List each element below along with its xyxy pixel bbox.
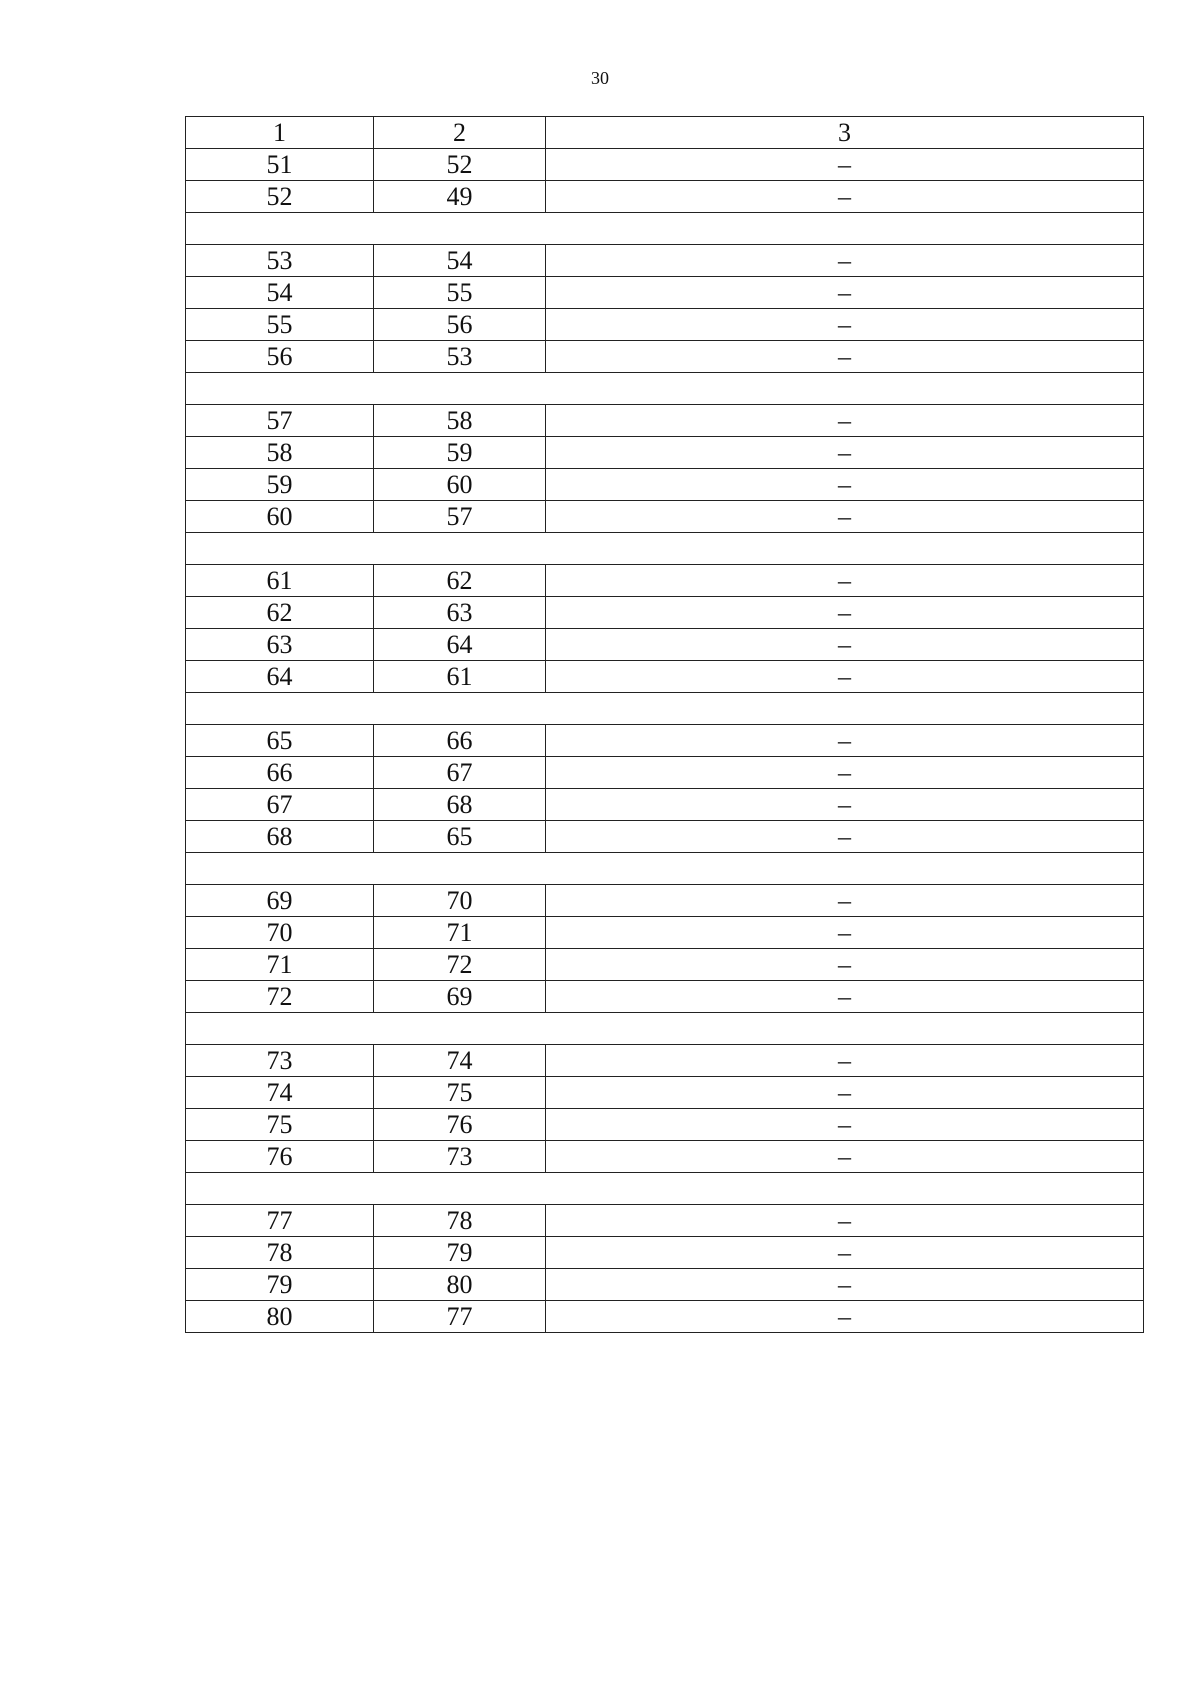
dash-cell: – — [546, 1269, 1144, 1301]
number-cell: 57 — [374, 501, 546, 533]
dash-cell: – — [546, 1237, 1144, 1269]
table-row — [186, 245, 1144, 277]
number-cell: 59 — [186, 469, 374, 501]
number-cell: 66 — [374, 725, 546, 757]
separator-cell — [186, 1013, 1144, 1045]
number-cell: 80 — [186, 1301, 374, 1333]
number-cell: 69 — [186, 885, 374, 917]
number-cell: 58 — [374, 405, 546, 437]
number-cell: 65 — [374, 821, 546, 853]
number-cell: 62 — [374, 565, 546, 597]
separator-row — [186, 693, 1144, 725]
table-row — [186, 949, 1144, 981]
table-row — [186, 1109, 1144, 1141]
number-cell: 68 — [374, 789, 546, 821]
separator-cell — [186, 1173, 1144, 1205]
dash-cell: – — [546, 309, 1144, 341]
number-cell: 76 — [374, 1109, 546, 1141]
page-number: 30 — [591, 68, 609, 88]
table-row — [186, 1045, 1144, 1077]
number-cell: 55 — [186, 309, 374, 341]
table-row — [186, 1269, 1144, 1301]
table-row — [186, 821, 1144, 853]
number-cell: 72 — [186, 981, 374, 1013]
number-cell: 73 — [374, 1141, 546, 1173]
number-cell: 52 — [374, 149, 546, 181]
dash-cell: – — [546, 1205, 1144, 1237]
number-cell: 78 — [374, 1205, 546, 1237]
dash-cell: – — [546, 597, 1144, 629]
table-row — [186, 309, 1144, 341]
number-cell: 63 — [374, 597, 546, 629]
dash-cell: – — [546, 725, 1144, 757]
separator-cell — [186, 853, 1144, 885]
separator-cell — [186, 533, 1144, 565]
separator-row — [186, 533, 1144, 565]
table-row — [186, 341, 1144, 373]
number-cell: 77 — [374, 1301, 546, 1333]
number-cell: 61 — [374, 661, 546, 693]
header-cell: 3 — [546, 117, 1144, 149]
number-cell: 71 — [374, 917, 546, 949]
dash-cell: – — [546, 981, 1144, 1013]
number-cell: 75 — [374, 1077, 546, 1109]
dash-cell: – — [546, 1141, 1144, 1173]
number-cell: 67 — [186, 789, 374, 821]
table-row — [186, 661, 1144, 693]
number-cell: 65 — [186, 725, 374, 757]
number-cell: 79 — [374, 1237, 546, 1269]
number-cell: 61 — [186, 565, 374, 597]
number-cell: 54 — [374, 245, 546, 277]
separator-cell — [186, 373, 1144, 405]
dash-cell: – — [546, 1045, 1144, 1077]
number-cell: 54 — [186, 277, 374, 309]
table-row — [186, 437, 1144, 469]
table-row — [186, 1237, 1144, 1269]
dash-cell: – — [546, 949, 1144, 981]
dash-cell: – — [546, 245, 1144, 277]
dash-cell: – — [546, 885, 1144, 917]
dash-cell: – — [546, 917, 1144, 949]
separator-row — [186, 853, 1144, 885]
number-cell: 70 — [374, 885, 546, 917]
dash-cell: – — [546, 757, 1144, 789]
number-cell: 76 — [186, 1141, 374, 1173]
number-cell: 53 — [186, 245, 374, 277]
number-cell: 62 — [186, 597, 374, 629]
data-table — [185, 116, 1144, 1333]
number-cell: 63 — [186, 629, 374, 661]
number-cell: 55 — [374, 277, 546, 309]
number-cell: 64 — [374, 629, 546, 661]
dash-cell: – — [546, 1301, 1144, 1333]
table-row — [186, 981, 1144, 1013]
dash-cell: – — [546, 405, 1144, 437]
number-cell: 67 — [374, 757, 546, 789]
dash-cell: – — [546, 661, 1144, 693]
dash-cell: – — [546, 565, 1144, 597]
separator-row — [186, 213, 1144, 245]
dash-cell: – — [546, 821, 1144, 853]
table-row — [186, 917, 1144, 949]
dash-cell: – — [546, 629, 1144, 661]
separator-row — [186, 1013, 1144, 1045]
table-row — [186, 757, 1144, 789]
dash-cell: – — [546, 1109, 1144, 1141]
number-cell: 58 — [186, 437, 374, 469]
dash-cell: – — [546, 277, 1144, 309]
table-row — [186, 1141, 1144, 1173]
table-row — [186, 405, 1144, 437]
number-cell: 59 — [374, 437, 546, 469]
dash-cell: – — [546, 341, 1144, 373]
header-cell: 1 — [186, 117, 374, 149]
number-cell: 68 — [186, 821, 374, 853]
number-cell: 56 — [374, 309, 546, 341]
number-cell: 69 — [374, 981, 546, 1013]
number-cell: 49 — [374, 181, 546, 213]
number-cell: 73 — [186, 1045, 374, 1077]
table-row — [186, 501, 1144, 533]
number-cell: 77 — [186, 1205, 374, 1237]
separator-row — [186, 1173, 1144, 1205]
header-cell: 2 — [374, 117, 546, 149]
number-cell: 60 — [186, 501, 374, 533]
table-row — [186, 1077, 1144, 1109]
table-row — [186, 149, 1144, 181]
dash-cell: – — [546, 469, 1144, 501]
table-row — [186, 1301, 1144, 1333]
table-row — [186, 725, 1144, 757]
number-cell: 60 — [374, 469, 546, 501]
table-row — [186, 789, 1144, 821]
header-row — [186, 117, 1144, 149]
number-cell: 79 — [186, 1269, 374, 1301]
number-cell: 66 — [186, 757, 374, 789]
number-cell: 51 — [186, 149, 374, 181]
dash-cell: – — [546, 1077, 1144, 1109]
table-row — [186, 1205, 1144, 1237]
number-cell: 78 — [186, 1237, 374, 1269]
number-cell: 64 — [186, 661, 374, 693]
separator-row — [186, 373, 1144, 405]
table-row — [186, 565, 1144, 597]
number-cell: 70 — [186, 917, 374, 949]
number-cell: 53 — [374, 341, 546, 373]
number-cell: 75 — [186, 1109, 374, 1141]
table-row — [186, 469, 1144, 501]
number-cell: 72 — [374, 949, 546, 981]
dash-cell: – — [546, 437, 1144, 469]
number-cell: 74 — [374, 1045, 546, 1077]
number-cell: 80 — [374, 1269, 546, 1301]
table-row — [186, 885, 1144, 917]
table-row — [186, 597, 1144, 629]
number-cell: 74 — [186, 1077, 374, 1109]
number-cell: 52 — [186, 181, 374, 213]
separator-cell — [186, 213, 1144, 245]
table-row — [186, 277, 1144, 309]
dash-cell: – — [546, 149, 1144, 181]
dash-cell: – — [546, 501, 1144, 533]
number-cell: 71 — [186, 949, 374, 981]
dash-cell: – — [546, 181, 1144, 213]
table-row — [186, 181, 1144, 213]
separator-cell — [186, 693, 1144, 725]
number-cell: 56 — [186, 341, 374, 373]
dash-cell: – — [546, 789, 1144, 821]
table-row — [186, 629, 1144, 661]
number-cell: 57 — [186, 405, 374, 437]
table-body — [186, 117, 1144, 1333]
